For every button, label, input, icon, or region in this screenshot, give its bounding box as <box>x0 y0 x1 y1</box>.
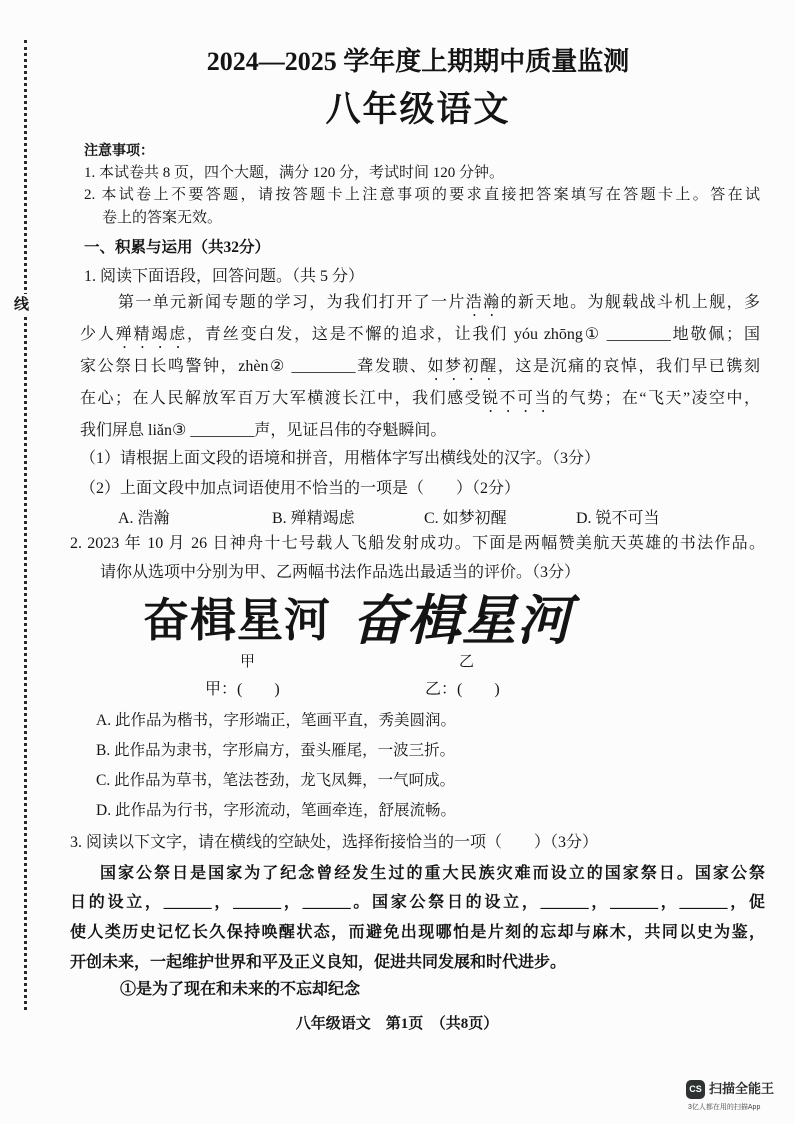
notice-item-2-line-2: 卷上的答案无效。 <box>102 210 223 226</box>
q1-option-c: C. 如梦初醒 <box>424 510 507 527</box>
dotted-word: 锐不可当 <box>482 390 552 407</box>
passage-text: 我们屏息 liǎn③ ________声，见证吕伟的夺魁瞬间。 <box>80 422 447 439</box>
dotted-word: 浩瀚 <box>465 294 501 311</box>
calligraphy-label-yi: 乙 <box>459 654 475 670</box>
q1-option-b: B. 殚精竭虑 <box>272 510 355 527</box>
passage-text: 少人 <box>80 326 116 343</box>
q3-passage-line: 开创未来，一起维护世界和平及正义良知，促进共同发展和时代进步。 <box>70 954 567 971</box>
exam-title: 2024—2025 学年度上期期中质量监测 <box>206 47 630 76</box>
q2-option-c: C. 此作品为草书，笔法苍劲，龙飞凤舞，一气呵成。 <box>96 772 456 789</box>
binding-mark: 线 <box>14 294 29 316</box>
q1-sub-question-1: （1）请根据上面文段的语境和拼音，用楷体字写出横线处的汉字。（3分） <box>80 450 601 467</box>
calligraphy-work-jia: 奋楫星河 <box>143 595 331 646</box>
q3-passage-line: 日的设立，______，______，______。国家公祭日的设立，______，______，______，促 <box>70 894 765 911</box>
q1-stem: 1. 阅读下面语段，回答问题。（共 5 分） <box>84 268 365 285</box>
q1-passage-line <box>118 293 760 320</box>
q1-passage-line <box>80 421 446 440</box>
q2-stem-line-2: 请你从选项中分别为甲、乙两幅书法作品选出最适当的评价。（3分） <box>100 564 581 581</box>
page-footer: 八年级语文 第1页 （共8页） <box>295 1016 499 1032</box>
passage-text: 第一单元新闻专题的学习，为我们打开了一片 <box>118 294 466 311</box>
q2-option-a: A. 此作品为楷书，字形端正，笔画平直，秀美圆润。 <box>96 712 456 729</box>
q3-stem: 3. 阅读以下文字，请在横线的空缺处，选择衔接恰当的一项（ ）（3分） <box>70 834 599 851</box>
binding-dotted-line <box>24 40 27 1010</box>
q3-passage-line: 使人类历史记忆长久保持唤醒状态，而避免出现哪怕是片刻的忘却与麻木，共同以史为鉴， <box>70 924 765 941</box>
q1-passage-line <box>80 325 760 352</box>
passage-text: 在心；在人民解放军百万大军横渡长江中，我们感受 <box>80 390 483 407</box>
q1-passage-line <box>80 357 760 384</box>
camscanner-logo-icon: CS <box>686 1080 705 1099</box>
q1-sub-question-2: （2）上面文段中加点词语使用不恰当的一项是（ ）（2分） <box>80 480 521 497</box>
q2-answer-yi: 乙：( ) <box>425 681 500 698</box>
q1-option-d: D. 锐不可当 <box>576 510 660 527</box>
passage-text: 家公祭日长鸣警钟，zhèn② ________聋发聩、 <box>80 358 428 375</box>
subject-title: 八年级语文 <box>325 90 511 129</box>
dotted-word: 如梦初醒 <box>427 358 498 375</box>
passage-text: ，青丝变白发，这是不懈的追求，让我们 yóu zhōng① ________地敬佩；国 <box>187 326 760 343</box>
q2-option-d: D. 此作品为行书，字形流动，笔画牵连，舒展流畅。 <box>96 802 456 819</box>
calligraphy-work-yi: 奋楫星河 <box>352 591 572 651</box>
q2-stem-line-1: 2. 2023 年 10 月 26 日神舟十七号载人飞船发射成功。下面是两幅赞美航天英雄的书法作品。 <box>70 535 765 552</box>
q3-passage-line: 国家公祭日是国家为了纪念曾经发生过的重大民族灾难而设立的国家祭日。国家公祭 <box>100 865 765 882</box>
watermark-app-name: 扫描全能王 <box>709 1081 775 1096</box>
q3-choice-1: ①是为了现在和未来的不忘却纪念 <box>120 981 361 998</box>
notice-item-1: 1. 本试卷共 8 页，四个大题，满分 120 分，考试时间 120 分钟。 <box>84 165 505 181</box>
dotted-word: 殚精竭虑 <box>115 326 188 343</box>
calligraphy-label-jia: 甲 <box>240 654 256 670</box>
q2-option-b: B. 此作品为隶书，字形扁方，蚕头雁尾，一波三折。 <box>96 742 456 759</box>
notice-heading: 注意事项： <box>84 144 154 159</box>
notice-item-2-line-1: 2. 本试卷上不要答题，请按答题卡上注意事项的要求直接把答案填写在答题卡上。答在试 <box>84 187 760 203</box>
passage-text: ，这是沉痛的哀悼，我们早已镌刻 <box>497 358 760 375</box>
q1-passage-line <box>80 389 760 416</box>
passage-text: 的新天地。为舰载战斗机上舰，多 <box>500 294 760 311</box>
q2-answer-jia: 甲：( ) <box>205 681 280 698</box>
watermark-tagline: 3亿人都在用的扫描App <box>688 1104 761 1111</box>
section-heading: 一、积累与运用（共32分） <box>84 239 271 256</box>
passage-text: 的气势；在“飞天”凌空中， <box>552 390 760 407</box>
q1-option-a: A. 浩瀚 <box>118 510 170 527</box>
